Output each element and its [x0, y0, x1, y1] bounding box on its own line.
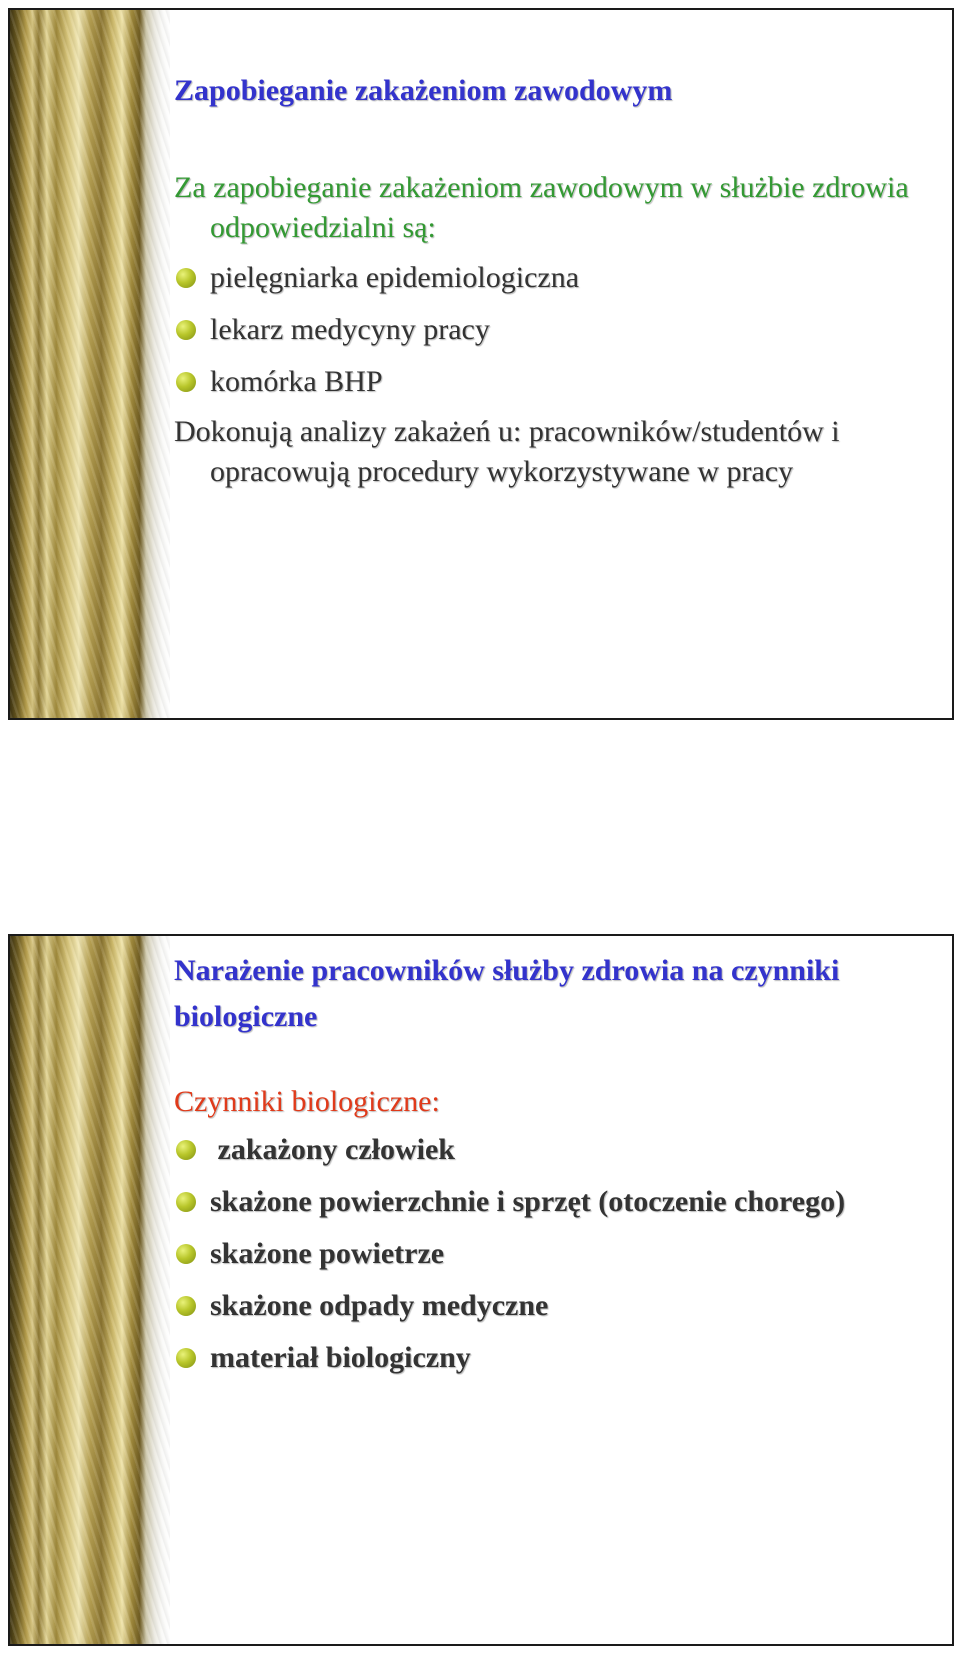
- bullet-icon: [176, 1296, 196, 1316]
- bullet-item: lekarz medycyny pracy: [174, 310, 932, 350]
- slide-1: [8, 8, 954, 720]
- slide-2: [8, 934, 954, 1646]
- bullet-item: skażone powierzchnie i sprzęt (otoczenie chorego): [174, 1182, 932, 1222]
- slide-2-content: [174, 936, 932, 1390]
- bullet-icon: [176, 372, 196, 392]
- slide-2-title: Narażenie pracowników służby zdrowia na czynniki biologiczne: [174, 954, 840, 1033]
- bullet-icon: [176, 268, 196, 288]
- slide-2-bullet-list: [174, 1130, 932, 1378]
- slide-2-subtitle: Czynniki biologiczne:: [174, 1085, 440, 1118]
- bullet-icon: [176, 320, 196, 340]
- bullet-item: komórka BHP: [174, 362, 932, 402]
- slide-1-intro: Za zapobieganie zakażeniom zawodowym w służbie zdrowia odpowiedzialni są:: [174, 171, 909, 244]
- bullet-item: zakażony człowiek: [174, 1130, 932, 1170]
- decorative-pillar: [10, 10, 170, 718]
- slide-1-content: [174, 10, 932, 492]
- slide-1-paragraph: Dokonują analizy zakażeń u: pracowników/studentów i opracowują procedury wykorzystywane w pracy: [174, 415, 840, 488]
- slide-1-bullet-list: [174, 258, 932, 402]
- decorative-pillar: [10, 936, 170, 1644]
- bullet-item: skażone powietrze: [174, 1234, 932, 1274]
- bullet-icon: [176, 1348, 196, 1368]
- bullet-icon: [176, 1192, 196, 1212]
- bullet-item: pielęgniarka epidemiologiczna: [174, 258, 932, 298]
- slide-1-title: Zapobieganie zakażeniom zawodowym: [174, 74, 673, 107]
- bullet-item: materiał biologiczny: [174, 1338, 932, 1378]
- bullet-icon: [176, 1244, 196, 1264]
- bullet-item: skażone odpady medyczne: [174, 1286, 932, 1326]
- bullet-icon: [176, 1140, 196, 1160]
